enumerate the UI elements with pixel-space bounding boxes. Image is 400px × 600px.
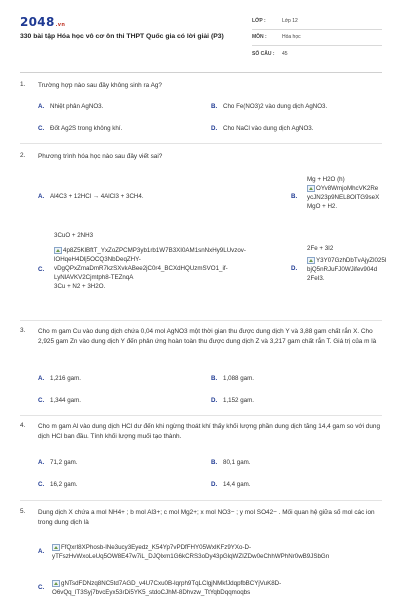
question-text: Phương trình hóa học nào sau đây viết sai? (38, 153, 163, 160)
mon-value: Hóa học (282, 34, 301, 41)
question-divider (20, 415, 382, 416)
broken-image-icon (54, 247, 62, 254)
page-header (20, 14, 382, 64)
broken-image-icon (307, 257, 315, 264)
broken-image-icon (52, 544, 60, 551)
lop-value: Lớp 12 (282, 18, 298, 25)
option-2b[interactable]: B. Mg + H2O (h) OYv8WmjoMhcVK2Re ycJN23p9NEL8OITG9seX MgO + H2. (291, 176, 380, 211)
document-title: 330 bài tập Hóa học vô cơ ôn thi THPT Quốc gia có lời giải (P3) (20, 33, 224, 40)
socau-value: 45 (282, 50, 288, 57)
meta-row-lop: LỚP : Lớp 12 (252, 14, 382, 30)
question-text: Cho m gam Al vào dung dịch HCl dư đến khi ngừng thoát khí thấy khối lượng phần dung dịch tăng 14,4 gam so với dung dịch HCl ban đầu. Tính khối lượng muối tạo thành. (38, 423, 381, 440)
option-5c[interactable]: C. gNTsdFDNzq8NC5td7AGD_v4U7Cxu0B-lqrph9TqLClgjNMkfJdqpfbBCYjVuK8D- O6vQq_lT3Syj7bvcEyx53rDi5YK5_stdoCJhM-8Dhvzw_TtYqbDqqmoqbs (38, 580, 282, 597)
option-5a[interactable]: A. FfQxrI8XPhosb-lNe3ucy3Eyedz_K54Yp7vPDfFHY05WxlKFz9YXo-D- yTFszHvWxoLeUq5OW8E47w7iL_DJQlxm1G6kCRS3oDy43pGlqWZIZDw0eChhWPhNr0wB9JSbGn (38, 544, 330, 561)
broken-image-icon (307, 185, 315, 192)
question-text: Trường hợp nào sau đây không sinh ra Ag? (38, 82, 162, 89)
option-2d[interactable]: D. 2Fe + 3I2 Y3Y07GzhDbTvAjyZl025l bjQ5nRJuFJ0WJifev904d 2FeI3. (291, 245, 387, 283)
question-divider (20, 143, 382, 144)
meta-row-socau: SỐ CÂU : 45 (252, 50, 288, 57)
site-logo[interactable]: 2048.vn (20, 15, 66, 29)
document-meta (252, 14, 382, 62)
broken-image-icon (52, 580, 60, 587)
question-divider (20, 500, 382, 501)
meta-row-mon: MÔN : Hóa học (252, 30, 382, 46)
question-text: Cho m gam Cu vào dung dịch chứa 0,04 mol AgNO3 một thời gian thu được dung dịch Y và 3,88 gam chất rắn X. Cho 2,925 gam Zn vào dung dịch Y đến phản ứng hoàn toàn thu được dung dịch Z và 3,217 gam chất rắn T. Giá trị của m là (38, 328, 377, 345)
header-divider (20, 72, 382, 73)
question-text: Dung dịch X chứa a mol NH4+ ; b mol Al3+; c mol Mg2+; x mol NO3− ; y mol SO42− . Mối quan hệ giữa số mol các ion trong dung dịch là (38, 509, 375, 526)
question-divider (20, 320, 382, 321)
